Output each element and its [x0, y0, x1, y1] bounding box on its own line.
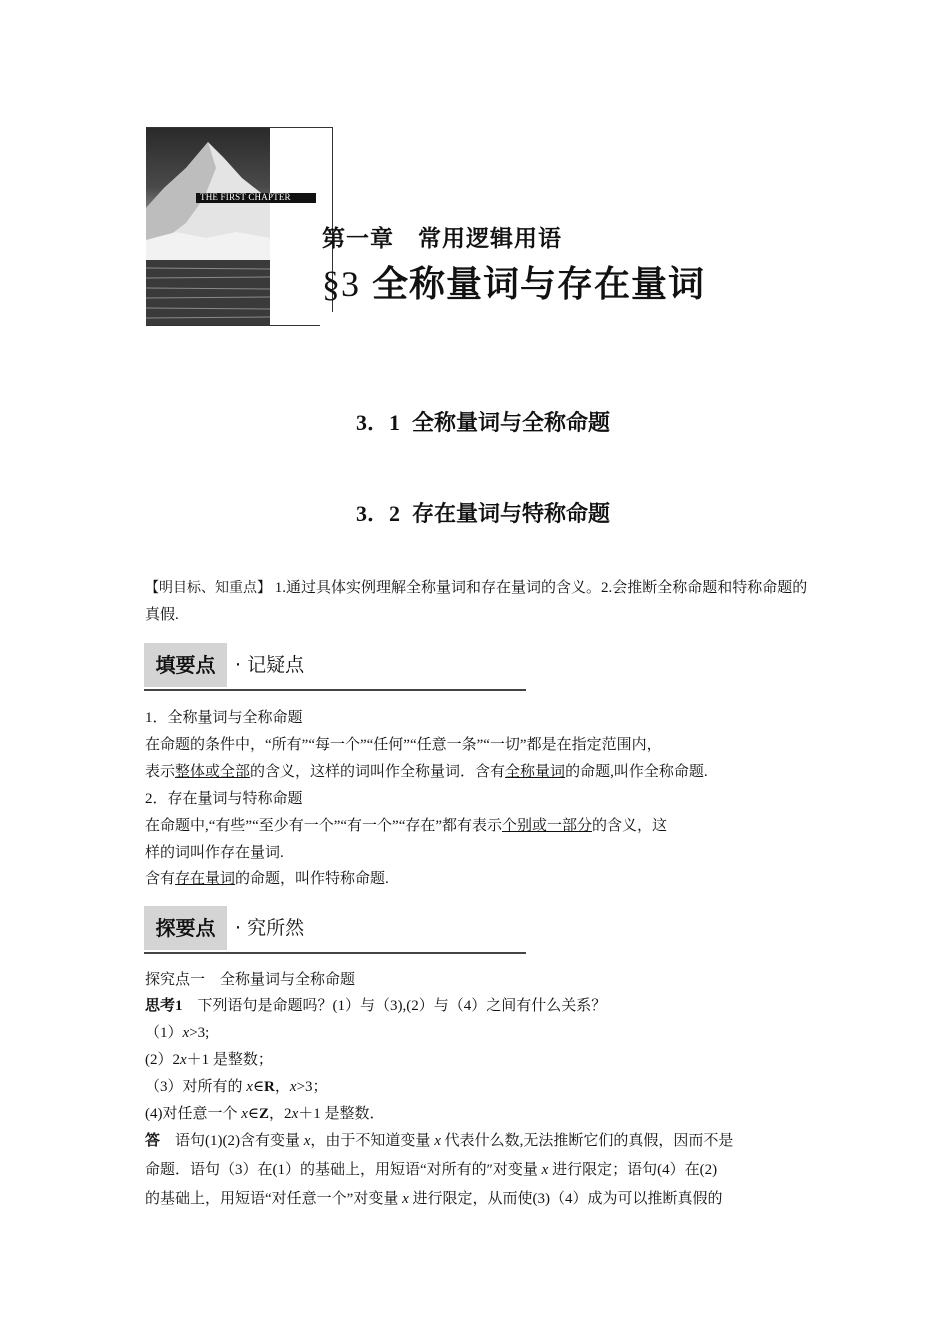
fill-item2-title: 2．存在量词与特称命题: [145, 791, 303, 807]
variable: x: [434, 1133, 441, 1149]
fill-item1-line2: [145, 759, 708, 786]
variable: x: [291, 1106, 299, 1122]
fill-item2-line2: 样的词叫作存在量词.: [145, 845, 284, 861]
fill-item2-line3: [145, 866, 389, 893]
text-span: 的命题，叫作特称命题.: [235, 871, 389, 887]
section-subtag: · 记疑点: [235, 654, 305, 676]
section-tag: 填要点: [144, 643, 227, 687]
subheading-title: 存在量词与特称命题: [412, 501, 611, 526]
statement-1: [145, 1020, 209, 1047]
statement-2: [145, 1047, 273, 1074]
section-tag: 探要点: [144, 906, 227, 950]
text-span: 的基础上，用短语“对任意一个”对变量: [145, 1191, 403, 1207]
text-span: 的命题,叫作全称命题.: [565, 764, 708, 780]
subheading-number: 3．2: [355, 501, 400, 526]
text-span: ，2: [269, 1106, 292, 1122]
section-number: §3: [322, 264, 360, 304]
learning-goals: [145, 575, 810, 629]
set-symbol: Z: [259, 1106, 270, 1122]
subheading-3-2: [0, 497, 950, 528]
variable: x: [246, 1079, 253, 1095]
chapter-cover-frame: [146, 127, 333, 326]
answer-line-1: [145, 1128, 733, 1155]
text-span: 进行限定；语句(4）在(2): [548, 1162, 718, 1178]
text-span: ，: [274, 1079, 290, 1095]
subheading-title: 全称量词与全称命题: [412, 410, 611, 435]
think-question: [145, 993, 606, 1020]
answer-blank: 整体或全部: [175, 764, 251, 780]
answer-blank: 全称量词: [505, 764, 566, 780]
set-symbol: R: [264, 1079, 275, 1095]
subheading-number: 3．1: [355, 410, 400, 435]
goal-label: 【明目标、知重点】: [145, 581, 271, 596]
chapter-title: 第一章 常用逻辑用语: [322, 226, 562, 252]
answer-blank: 个别或一部分: [502, 818, 593, 834]
statement-3: [145, 1074, 328, 1101]
variable: x: [402, 1191, 409, 1207]
text-span: 命题．语句（3）在(1）的基础上，用短语“对所有的″对变量: [145, 1162, 542, 1178]
chapter-strip-label: THE FIRST CHAPTER: [200, 192, 291, 202]
goal-text: 1.通过具体实例理解全称量词和存在量词的含义。2.会推断全称命题和特称命题的真假.: [145, 580, 808, 623]
text-span: ＋1 是整数；: [186, 1052, 273, 1068]
text-span: >3;: [189, 1025, 210, 1041]
text-span: ∈: [252, 1079, 265, 1095]
section-header-explore: [144, 906, 526, 954]
answer-line-2: [145, 1157, 717, 1184]
subheading-3-1: [0, 406, 950, 437]
text-span: ∈: [247, 1106, 260, 1122]
answer-blank: 存在量词: [175, 871, 236, 887]
text-span: 含有: [145, 871, 176, 887]
section-header-fill: [144, 643, 526, 691]
text-span: 代表什么数,无法推断它们的真假，因而不是: [440, 1133, 734, 1149]
text-span: 的含义，这样的词叫作全称量词．含有: [250, 764, 506, 780]
text-span: (2）2: [145, 1052, 180, 1068]
fill-item1-line1: 在命题的条件中，“所有”“每一个”“任何”“任意一条”“一切”都是在指定范围内，: [145, 737, 662, 753]
text-span: 的含义，这: [592, 818, 668, 834]
variable: x: [241, 1106, 248, 1122]
text-span: ＋1 是整数．: [298, 1106, 385, 1122]
variable: x: [182, 1025, 190, 1041]
text-span: ，由于不知道变量: [310, 1133, 435, 1149]
variable: x: [180, 1052, 187, 1068]
section-subtag: · 究所然: [235, 917, 305, 939]
text-span: (4)对任意一个: [145, 1106, 242, 1122]
text-span: 语句(1)(2)含有变量: [160, 1133, 304, 1149]
variable: x: [289, 1079, 297, 1095]
text-span: （1）: [145, 1025, 183, 1041]
answer-label: 答: [145, 1133, 161, 1149]
frame-corner-gap: [320, 312, 334, 326]
fill-item2-line1: [145, 813, 667, 840]
text-span: 表示: [145, 764, 176, 780]
text-span: >3；: [296, 1079, 328, 1095]
variable: x: [303, 1133, 311, 1149]
variable: x: [541, 1162, 549, 1178]
text-span: 进行限定，从而使(3)（4）成为可以推断真假的: [408, 1191, 723, 1207]
section-title: [322, 256, 705, 307]
explore-point-title: 探究点一 全称量词与全称命题: [145, 972, 356, 988]
text-span: （3）对所有的: [145, 1079, 247, 1095]
statement-4: [145, 1101, 385, 1128]
section-title-text: 全称量词与存在量词: [372, 264, 706, 305]
think-label: 思考1: [145, 998, 183, 1014]
answer-line-3: [145, 1186, 723, 1213]
think-text: 下列语句是命题吗？(1）与（3),(2）与（4）之间有什么关系？: [182, 998, 607, 1014]
text-span: 在命题中,“有些”“至少有一个”“有一个”“存在”都有表示: [145, 818, 503, 834]
fill-item1-title: 1．全称量词与全称命题: [145, 710, 303, 726]
